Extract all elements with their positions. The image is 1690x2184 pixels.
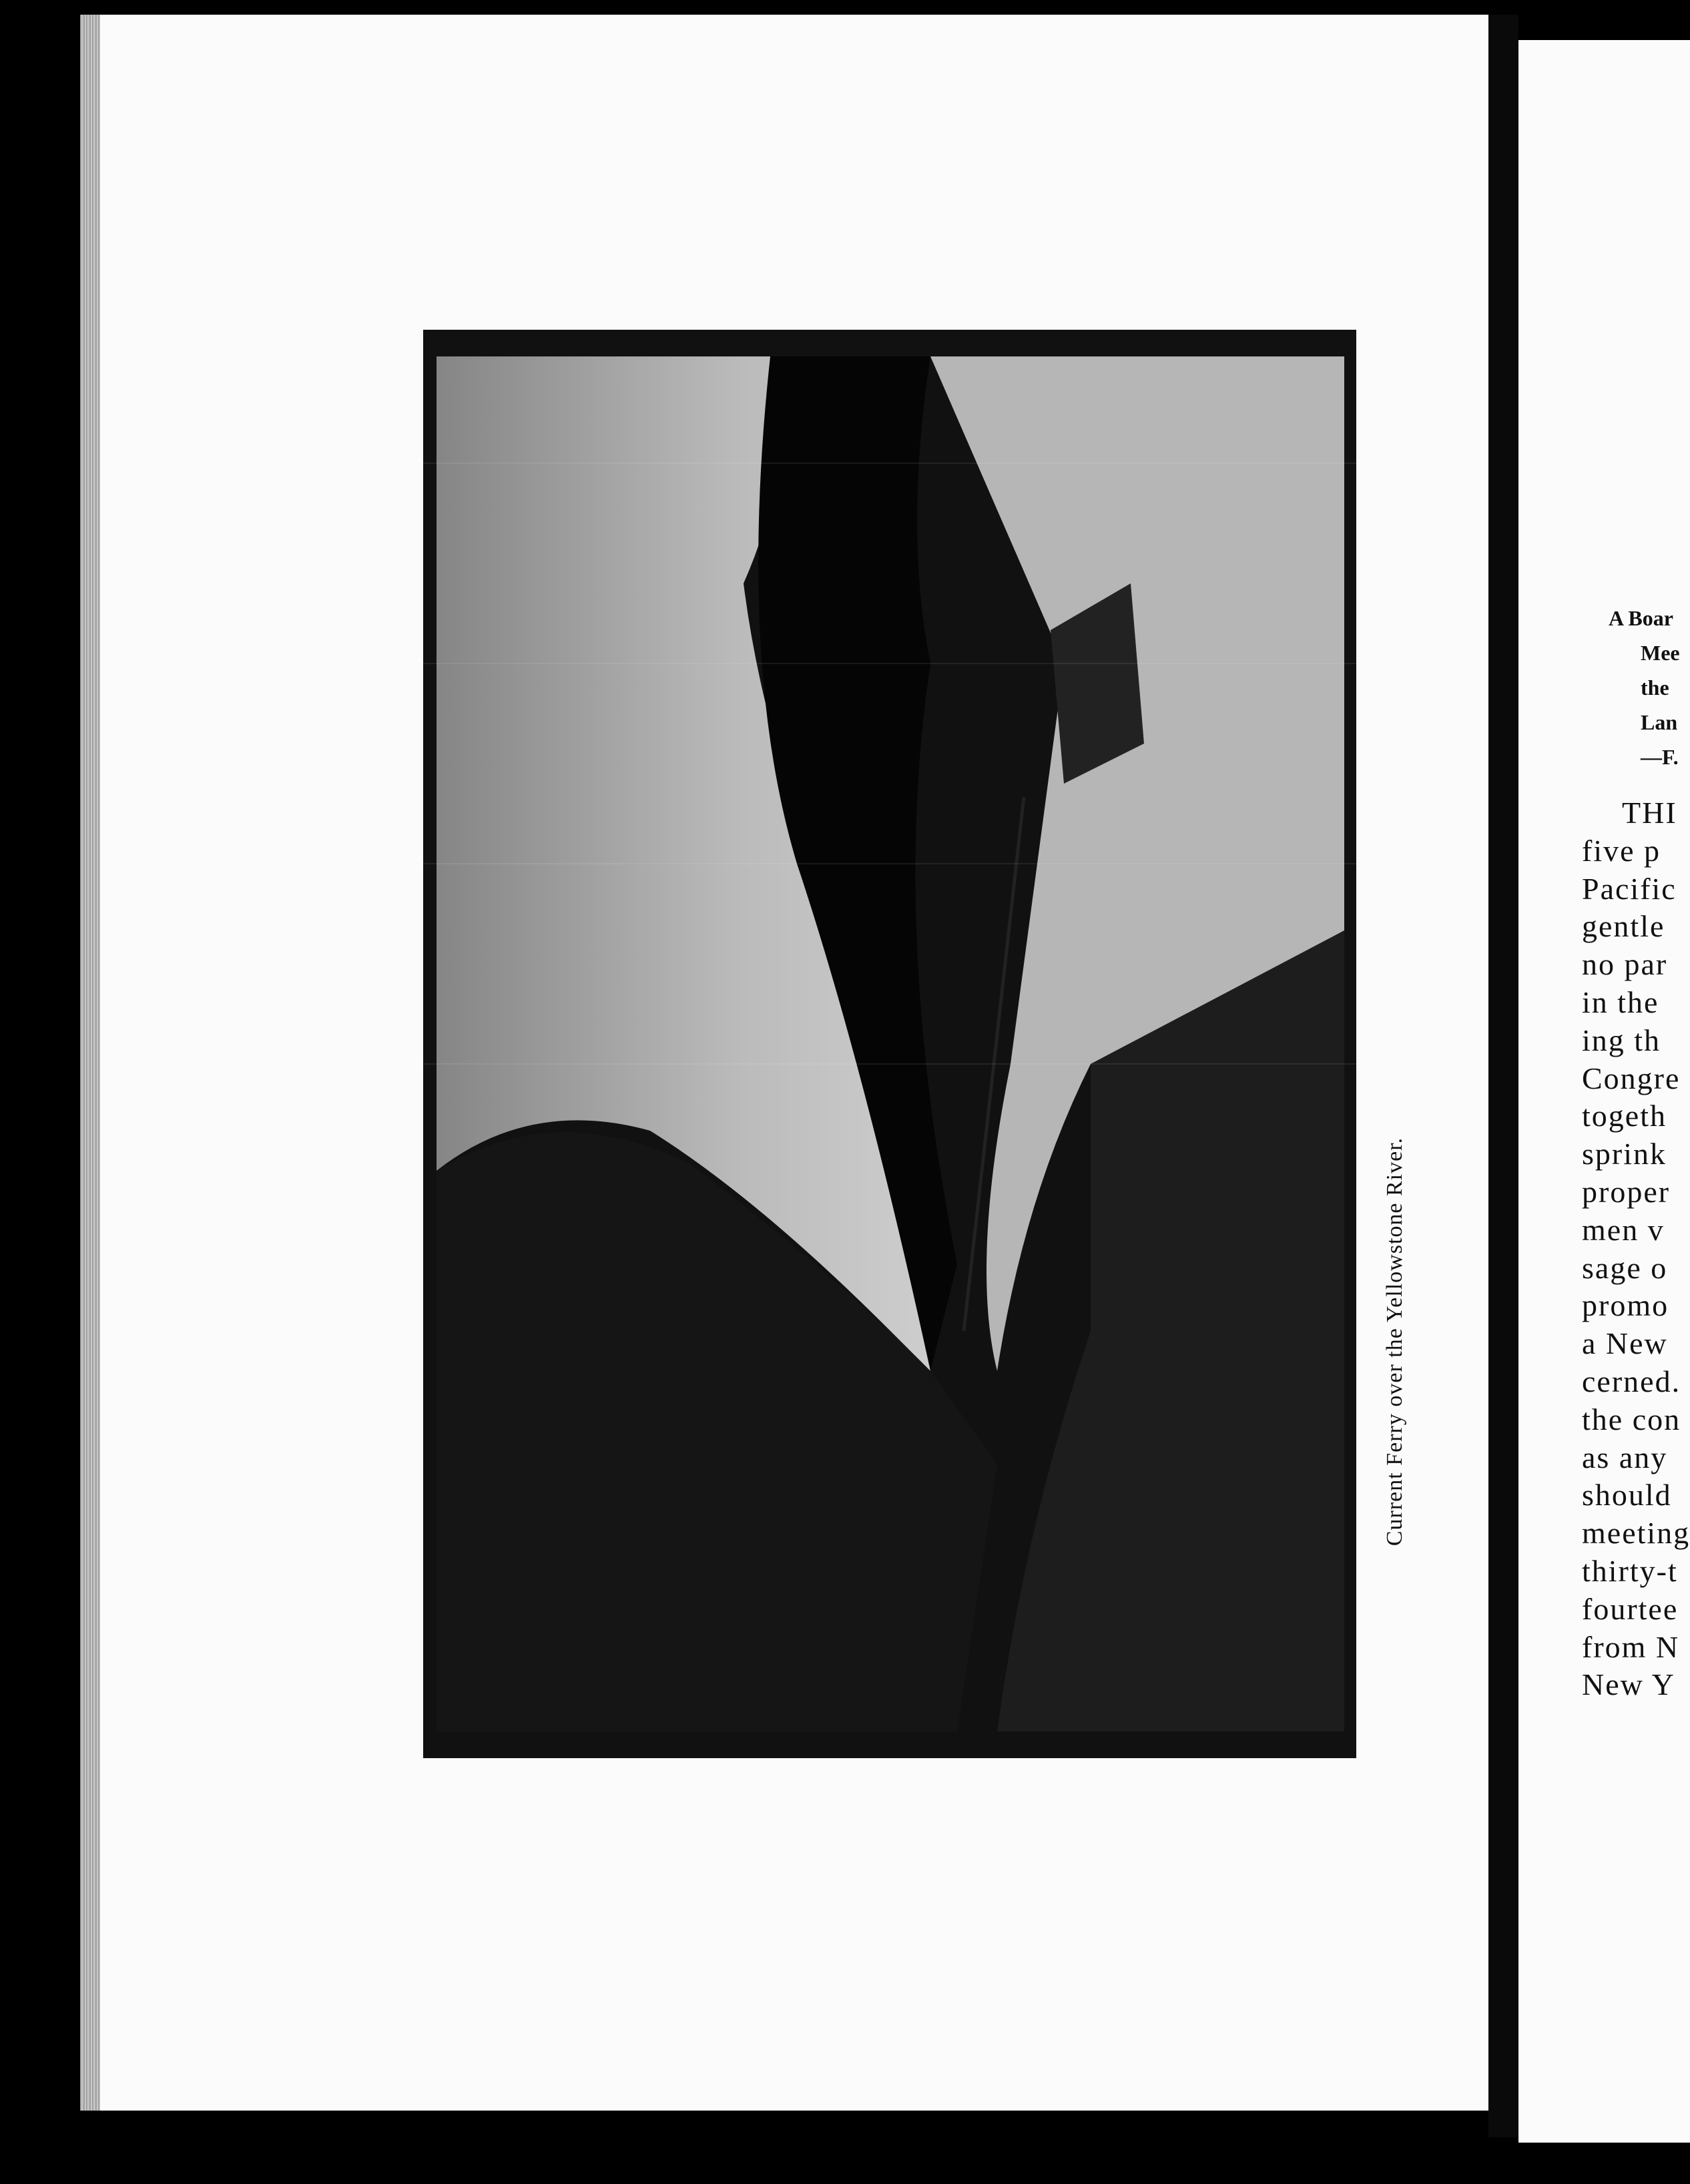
body-line: should: [1582, 1478, 1672, 1513]
body-line: meeting: [1582, 1516, 1690, 1551]
body-line: Pacific: [1582, 871, 1677, 906]
engraving-illustration: [423, 330, 1356, 1758]
body-line: a New: [1582, 1326, 1668, 1361]
figure-caption: [1362, 1137, 1428, 1547]
body-line: sprink: [1582, 1137, 1667, 1171]
body-line: THI: [1622, 796, 1677, 830]
body-line: proper: [1582, 1174, 1671, 1209]
body-line: no par: [1582, 947, 1668, 982]
body-line: gentle: [1582, 909, 1665, 944]
body-line: New Y: [1582, 1667, 1675, 1702]
heading-line: Lan: [1641, 710, 1678, 734]
heading-line: Mee: [1641, 641, 1680, 665]
facing-page-body: [1582, 794, 1690, 1704]
heading-line: the: [1641, 675, 1669, 700]
body-line: men v: [1582, 1212, 1665, 1247]
body-line: cerned.: [1582, 1364, 1681, 1398]
body-line: togeth: [1582, 1099, 1667, 1133]
body-line: sage o: [1582, 1250, 1668, 1285]
body-line: ing th: [1582, 1023, 1661, 1057]
body-line: five p: [1582, 833, 1661, 868]
heading-line: A Boar: [1609, 606, 1673, 630]
figure-caption-text: Current Ferry over the Yellowstone River.: [1382, 1137, 1407, 1547]
body-line: as any: [1582, 1440, 1668, 1474]
body-line: from N: [1582, 1629, 1680, 1664]
body-line: in the: [1582, 985, 1659, 1019]
body-line: thirty-t: [1582, 1553, 1678, 1588]
body-line: the con: [1582, 1402, 1681, 1436]
body-line: Congre: [1582, 1061, 1681, 1095]
facing-page-heading: [1609, 601, 1680, 774]
book-gutter: [1488, 15, 1518, 2137]
body-line: fourtee: [1582, 1591, 1679, 1626]
heading-line: —F.: [1641, 745, 1679, 769]
body-line: promo: [1582, 1288, 1669, 1323]
